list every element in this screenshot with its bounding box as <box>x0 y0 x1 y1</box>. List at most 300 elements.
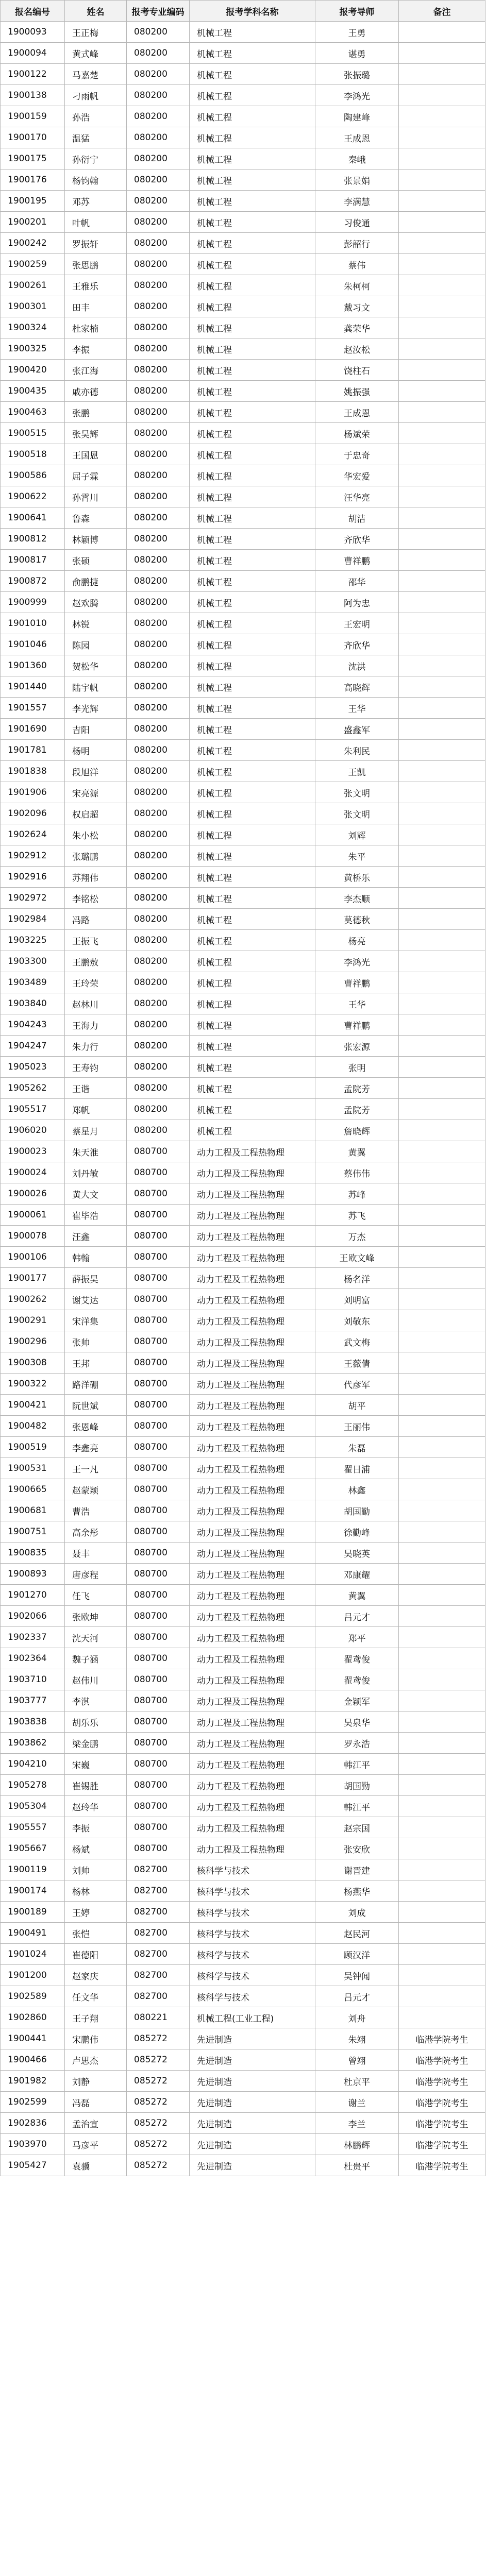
cell-remark <box>399 191 485 212</box>
cell-id: 1900999 <box>1 592 65 613</box>
table-row <box>1 1268 485 1289</box>
cell-id: 1902972 <box>1 888 65 909</box>
cell-id: 1902599 <box>1 2092 65 2113</box>
cell-remark <box>399 1205 485 1226</box>
table-row <box>1 930 485 951</box>
cell-code: 080700 <box>127 1606 190 1627</box>
cell-code: 080700 <box>127 1627 190 1648</box>
cell-code: 080200 <box>127 1078 190 1099</box>
cell-tutor: 杜贵平 <box>315 2155 399 2176</box>
cell-tutor: 朱磊 <box>315 1437 399 1458</box>
cell-code: 080700 <box>127 1141 190 1162</box>
cell-id: 1900170 <box>1 127 65 148</box>
cell-name: 李鑫亮 <box>65 1437 127 1458</box>
cell-tutor: 孟院芳 <box>315 1099 399 1120</box>
cell-id: 1900026 <box>1 1183 65 1205</box>
cell-remark <box>399 1754 485 1775</box>
table-row <box>1 951 485 972</box>
cell-remark <box>399 1775 485 1796</box>
cell-id: 1900061 <box>1 1205 65 1226</box>
cell-tutor: 刘明富 <box>315 1289 399 1310</box>
cell-tutor: 王成恩 <box>315 402 399 423</box>
cell-remark <box>399 951 485 972</box>
cell-major: 机械工程 <box>190 486 315 507</box>
cell-code: 080200 <box>127 275 190 296</box>
cell-major: 动力工程及工程热物理 <box>190 1606 315 1627</box>
cell-name: 贺松华 <box>65 655 127 676</box>
cell-code: 080200 <box>127 951 190 972</box>
cell-major: 机械工程 <box>190 1014 315 1036</box>
cell-major: 先进制造 <box>190 2049 315 2071</box>
table-row <box>1 1437 485 1458</box>
table-row <box>1 1690 485 1711</box>
cell-tutor: 黄翼 <box>315 1141 399 1162</box>
cell-code: 082700 <box>127 1944 190 1965</box>
cell-remark <box>399 507 485 529</box>
cell-tutor: 刘敬东 <box>315 1310 399 1331</box>
cell-remark <box>399 698 485 719</box>
cell-tutor: 邓康耀 <box>315 1564 399 1585</box>
cell-code: 080200 <box>127 550 190 571</box>
cell-name: 汪鑫 <box>65 1226 127 1247</box>
cell-code: 080200 <box>127 1057 190 1078</box>
cell-name: 吉阳 <box>65 719 127 740</box>
table-row <box>1 676 485 698</box>
cell-id: 1900586 <box>1 465 65 486</box>
cell-major: 核科学与技术 <box>190 1986 315 2007</box>
cell-code: 080700 <box>127 1479 190 1500</box>
table-row <box>1 761 485 782</box>
cell-tutor: 杨名洋 <box>315 1268 399 1289</box>
cell-tutor: 胡平 <box>315 1395 399 1416</box>
cell-name: 张帅 <box>65 1331 127 1352</box>
cell-code: 080200 <box>127 381 190 402</box>
cell-name: 邓苏 <box>65 191 127 212</box>
cell-major: 动力工程及工程热物理 <box>190 1205 315 1226</box>
cell-name: 崔锡胜 <box>65 1775 127 1796</box>
cell-tutor: 翟鸢俊 <box>315 1669 399 1690</box>
cell-code: 080700 <box>127 1817 190 1838</box>
cell-name: 马嘉楚 <box>65 64 127 85</box>
cell-major: 动力工程及工程热物理 <box>190 1268 315 1289</box>
cell-code: 080200 <box>127 212 190 233</box>
table-row <box>1 1775 485 1796</box>
cell-remark <box>399 1437 485 1458</box>
table-row <box>1 1543 485 1564</box>
cell-remark <box>399 592 485 613</box>
table-row <box>1 43 485 64</box>
cell-id: 1900174 <box>1 1880 65 1902</box>
cell-tutor: 吴钟闻 <box>315 1965 399 1986</box>
table-row <box>1 1458 485 1479</box>
cell-remark: 临港学院考生 <box>399 2071 485 2092</box>
cell-code: 080700 <box>127 1374 190 1395</box>
cell-remark <box>399 1965 485 1986</box>
cell-id: 1900296 <box>1 1331 65 1352</box>
cell-remark <box>399 1690 485 1711</box>
cell-remark <box>399 613 485 634</box>
cell-major: 机械工程 <box>190 444 315 465</box>
cell-code: 080700 <box>127 1838 190 1859</box>
table-row <box>1 1162 485 1183</box>
cell-name: 王国恩 <box>65 444 127 465</box>
table-row <box>1 1247 485 1268</box>
cell-code: 080700 <box>127 1395 190 1416</box>
cell-major: 动力工程及工程热物理 <box>190 1690 315 1711</box>
cell-name: 任飞 <box>65 1585 127 1606</box>
cell-name: 屈子霖 <box>65 465 127 486</box>
cell-major: 机械工程 <box>190 296 315 317</box>
cell-remark <box>399 1374 485 1395</box>
cell-tutor: 蔡伟伟 <box>315 1162 399 1183</box>
cell-code: 080200 <box>127 782 190 803</box>
cell-id: 1900817 <box>1 550 65 571</box>
cell-major: 机械工程 <box>190 655 315 676</box>
cell-major: 机械工程 <box>190 867 315 888</box>
cell-tutor: 李杰顺 <box>315 888 399 909</box>
cell-name: 杜家楠 <box>65 317 127 338</box>
cell-id: 1905023 <box>1 1057 65 1078</box>
cell-id: 1902337 <box>1 1627 65 1648</box>
cell-remark <box>399 1331 485 1352</box>
cell-tutor: 王凯 <box>315 761 399 782</box>
cell-tutor: 王欧文峰 <box>315 1247 399 1268</box>
cell-major: 机械工程 <box>190 22 315 43</box>
cell-major: 机械工程 <box>190 85 315 106</box>
table-row <box>1 592 485 613</box>
cell-code: 080200 <box>127 613 190 634</box>
cell-major: 先进制造 <box>190 2113 315 2134</box>
cell-tutor: 曾翊 <box>315 2049 399 2071</box>
cell-major: 动力工程及工程热物理 <box>190 1331 315 1352</box>
cell-name: 薛振昊 <box>65 1268 127 1289</box>
cell-name: 段旭洋 <box>65 761 127 782</box>
cell-name: 梁金鹏 <box>65 1733 127 1754</box>
cell-code: 080700 <box>127 1543 190 1564</box>
table-row <box>1 317 485 338</box>
cell-code: 080700 <box>127 1310 190 1331</box>
cell-tutor: 秦峨 <box>315 148 399 170</box>
cell-tutor: 高晓辉 <box>315 676 399 698</box>
cell-id: 1900519 <box>1 1437 65 1458</box>
cell-id: 1900094 <box>1 43 65 64</box>
cell-code: 080200 <box>127 170 190 191</box>
cell-name: 林锐 <box>65 613 127 634</box>
cell-remark <box>399 43 485 64</box>
cell-name: 陆宇帆 <box>65 676 127 698</box>
cell-major: 动力工程及工程热物理 <box>190 1838 315 1859</box>
cell-code: 080200 <box>127 824 190 845</box>
cell-tutor: 阿为忠 <box>315 592 399 613</box>
cell-remark <box>399 275 485 296</box>
cell-major: 动力工程及工程热物理 <box>190 1310 315 1331</box>
cell-name: 戚亦德 <box>65 381 127 402</box>
cell-name: 王鹏敖 <box>65 951 127 972</box>
table-row <box>1 22 485 43</box>
cell-code: 080200 <box>127 867 190 888</box>
cell-major: 先进制造 <box>190 2028 315 2049</box>
cell-id: 1900078 <box>1 1226 65 1247</box>
cell-id: 1900195 <box>1 191 65 212</box>
cell-id: 1900176 <box>1 170 65 191</box>
table-row <box>1 507 485 529</box>
cell-code: 080200 <box>127 423 190 444</box>
cell-major: 机械工程 <box>190 233 315 254</box>
table-row <box>1 1902 485 1923</box>
cell-remark <box>399 888 485 909</box>
cell-code: 080700 <box>127 1289 190 1310</box>
cell-major: 机械工程 <box>190 592 315 613</box>
cell-major: 动力工程及工程热物理 <box>190 1395 315 1416</box>
cell-id: 1900463 <box>1 402 65 423</box>
cell-code: 080700 <box>127 1247 190 1268</box>
cell-major: 先进制造 <box>190 2134 315 2155</box>
cell-tutor: 杨亮 <box>315 930 399 951</box>
cell-remark <box>399 1268 485 1289</box>
cell-major: 动力工程及工程热物理 <box>190 1585 315 1606</box>
table-row <box>1 1078 485 1099</box>
cell-remark <box>399 930 485 951</box>
table-header <box>1 1 485 22</box>
cell-tutor: 武文梅 <box>315 1331 399 1352</box>
cell-major: 动力工程及工程热物理 <box>190 1627 315 1648</box>
cell-name: 阮世斌 <box>65 1395 127 1416</box>
table-row <box>1 2113 485 2134</box>
cell-id: 1900751 <box>1 1521 65 1543</box>
cell-id: 1902364 <box>1 1648 65 1669</box>
cell-code: 080200 <box>127 676 190 698</box>
table-row <box>1 972 485 993</box>
cell-name: 谢艾达 <box>65 1289 127 1310</box>
cell-name: 刘帅 <box>65 1859 127 1880</box>
table-row <box>1 1141 485 1162</box>
cell-id: 1900177 <box>1 1268 65 1289</box>
cell-id: 1900259 <box>1 254 65 275</box>
cell-code: 080700 <box>127 1352 190 1374</box>
cell-code: 085272 <box>127 2155 190 2176</box>
cell-major: 核科学与技术 <box>190 1944 315 1965</box>
cell-id: 1902096 <box>1 803 65 824</box>
cell-tutor: 朱翊 <box>315 2028 399 2049</box>
cell-name: 孙浩 <box>65 106 127 127</box>
cell-id: 1900893 <box>1 1564 65 1585</box>
cell-remark <box>399 1183 485 1205</box>
cell-major: 机械工程 <box>190 1036 315 1057</box>
cell-tutor: 王勇 <box>315 22 399 43</box>
cell-tutor: 彭韶行 <box>315 233 399 254</box>
table-row <box>1 845 485 867</box>
table-row <box>1 803 485 824</box>
table-row <box>1 402 485 423</box>
cell-id: 1906020 <box>1 1120 65 1141</box>
cell-tutor: 谢兰 <box>315 2092 399 2113</box>
cell-tutor: 习俊通 <box>315 212 399 233</box>
cell-name: 刘丹敏 <box>65 1162 127 1183</box>
cell-name: 王婷 <box>65 1902 127 1923</box>
cell-remark <box>399 550 485 571</box>
header-name: 姓名 <box>65 1 127 22</box>
cell-name: 卢思杰 <box>65 2049 127 2071</box>
cell-code: 085272 <box>127 2134 190 2155</box>
cell-name: 宋巍 <box>65 1754 127 1775</box>
cell-tutor: 吕元才 <box>315 1606 399 1627</box>
cell-id: 1901690 <box>1 719 65 740</box>
cell-code: 080200 <box>127 655 190 676</box>
cell-tutor: 张文明 <box>315 803 399 824</box>
table-row <box>1 1226 485 1247</box>
cell-remark <box>399 360 485 381</box>
cell-major: 机械工程 <box>190 909 315 930</box>
table-row <box>1 1331 485 1352</box>
cell-major: 核科学与技术 <box>190 1859 315 1880</box>
cell-major: 核科学与技术 <box>190 1965 315 1986</box>
cell-remark <box>399 1310 485 1331</box>
cell-name: 魏子涵 <box>65 1648 127 1669</box>
cell-tutor: 杨斌荣 <box>315 423 399 444</box>
cell-remark <box>399 1395 485 1416</box>
cell-remark <box>399 296 485 317</box>
cell-name: 王谐 <box>65 1078 127 1099</box>
cell-id: 1903710 <box>1 1669 65 1690</box>
cell-code: 085272 <box>127 2113 190 2134</box>
cell-code: 080700 <box>127 1564 190 1585</box>
cell-tutor: 张振璐 <box>315 64 399 85</box>
cell-id: 1900441 <box>1 2028 65 2049</box>
table-row <box>1 1585 485 1606</box>
cell-tutor: 苏飞 <box>315 1205 399 1226</box>
cell-major: 动力工程及工程热物理 <box>190 1352 315 1374</box>
table-row <box>1 655 485 676</box>
cell-tutor: 张景娟 <box>315 170 399 191</box>
table-row <box>1 1627 485 1648</box>
cell-tutor: 赵汝松 <box>315 338 399 360</box>
cell-major: 机械工程 <box>190 613 315 634</box>
cell-remark <box>399 1479 485 1500</box>
cell-id: 1905304 <box>1 1796 65 1817</box>
cell-name: 高余彤 <box>65 1521 127 1543</box>
cell-id: 1903300 <box>1 951 65 972</box>
cell-major: 动力工程及工程热物理 <box>190 1754 315 1775</box>
cell-tutor: 谢晋建 <box>315 1859 399 1880</box>
cell-major: 机械工程 <box>190 761 315 782</box>
cell-remark <box>399 1796 485 1817</box>
table-row <box>1 550 485 571</box>
cell-tutor: 邵华 <box>315 571 399 592</box>
cell-major: 动力工程及工程热物理 <box>190 1564 315 1585</box>
cell-major: 机械工程 <box>190 529 315 550</box>
table-row <box>1 1416 485 1437</box>
cell-major: 动力工程及工程热物理 <box>190 1711 315 1733</box>
cell-tutor: 李满慧 <box>315 191 399 212</box>
cell-code: 080200 <box>127 698 190 719</box>
cell-id: 1900201 <box>1 212 65 233</box>
cell-major: 动力工程及工程热物理 <box>190 1162 315 1183</box>
cell-name: 刘静 <box>65 2071 127 2092</box>
cell-id: 1900322 <box>1 1374 65 1395</box>
cell-remark <box>399 993 485 1014</box>
cell-tutor: 戴习文 <box>315 296 399 317</box>
cell-remark <box>399 1902 485 1923</box>
cell-code: 085272 <box>127 2092 190 2113</box>
cell-code: 080200 <box>127 803 190 824</box>
cell-code: 080700 <box>127 1226 190 1247</box>
table-row <box>1 2155 485 2176</box>
cell-major: 机械工程 <box>190 1057 315 1078</box>
table-row <box>1 360 485 381</box>
cell-tutor: 李鸿光 <box>315 85 399 106</box>
cell-remark <box>399 1923 485 1944</box>
table-row <box>1 64 485 85</box>
cell-tutor: 顾汉洋 <box>315 1944 399 1965</box>
cell-code: 085272 <box>127 2049 190 2071</box>
cell-major: 机械工程 <box>190 951 315 972</box>
cell-major: 核科学与技术 <box>190 1902 315 1923</box>
cell-remark <box>399 1036 485 1057</box>
cell-major: 动力工程及工程热物理 <box>190 1796 315 1817</box>
cell-name: 王一凡 <box>65 1458 127 1479</box>
cell-tutor: 曹祥鹏 <box>315 972 399 993</box>
cell-code: 082700 <box>127 1880 190 1902</box>
cell-remark <box>399 254 485 275</box>
table-row <box>1 212 485 233</box>
cell-name: 王玲荣 <box>65 972 127 993</box>
cell-name: 张欧坤 <box>65 1606 127 1627</box>
cell-id: 1902912 <box>1 845 65 867</box>
table-row <box>1 127 485 148</box>
cell-tutor: 谌勇 <box>315 43 399 64</box>
cell-remark <box>399 1564 485 1585</box>
cell-id: 1902836 <box>1 2113 65 2134</box>
cell-id: 1900262 <box>1 1289 65 1310</box>
cell-major: 动力工程及工程热物理 <box>190 1289 315 1310</box>
cell-major: 动力工程及工程热物理 <box>190 1669 315 1690</box>
cell-id: 1903862 <box>1 1733 65 1754</box>
cell-id: 1900024 <box>1 1162 65 1183</box>
cell-id: 1901838 <box>1 761 65 782</box>
cell-name: 张恺 <box>65 1923 127 1944</box>
cell-tutor: 刘成 <box>315 1902 399 1923</box>
cell-name: 李铭松 <box>65 888 127 909</box>
cell-remark <box>399 170 485 191</box>
cell-code: 080700 <box>127 1458 190 1479</box>
cell-id: 1903970 <box>1 2134 65 2155</box>
cell-name: 杨斌 <box>65 1838 127 1859</box>
cell-name: 冯路 <box>65 909 127 930</box>
cell-tutor: 李鸿光 <box>315 951 399 972</box>
cell-remark <box>399 972 485 993</box>
table-row <box>1 888 485 909</box>
cell-code: 080200 <box>127 338 190 360</box>
cell-tutor: 苏峰 <box>315 1183 399 1205</box>
cell-remark <box>399 1627 485 1648</box>
cell-tutor: 刘舟 <box>315 2007 399 2028</box>
cell-tutor: 林鑫 <box>315 1479 399 1500</box>
cell-major: 机械工程 <box>190 465 315 486</box>
table-row <box>1 106 485 127</box>
cell-remark <box>399 148 485 170</box>
cell-id: 1900106 <box>1 1247 65 1268</box>
cell-major: 动力工程及工程热物理 <box>190 1521 315 1543</box>
cell-name: 王振飞 <box>65 930 127 951</box>
cell-tutor: 汪华亮 <box>315 486 399 507</box>
cell-name: 崔德阳 <box>65 1944 127 1965</box>
cell-tutor: 翟鸢俊 <box>315 1648 399 1669</box>
cell-id: 1900023 <box>1 1141 65 1162</box>
cell-tutor: 孟院芳 <box>315 1078 399 1099</box>
cell-id: 1900261 <box>1 275 65 296</box>
cell-tutor: 李兰 <box>315 2113 399 2134</box>
cell-tutor: 龚荣华 <box>315 317 399 338</box>
